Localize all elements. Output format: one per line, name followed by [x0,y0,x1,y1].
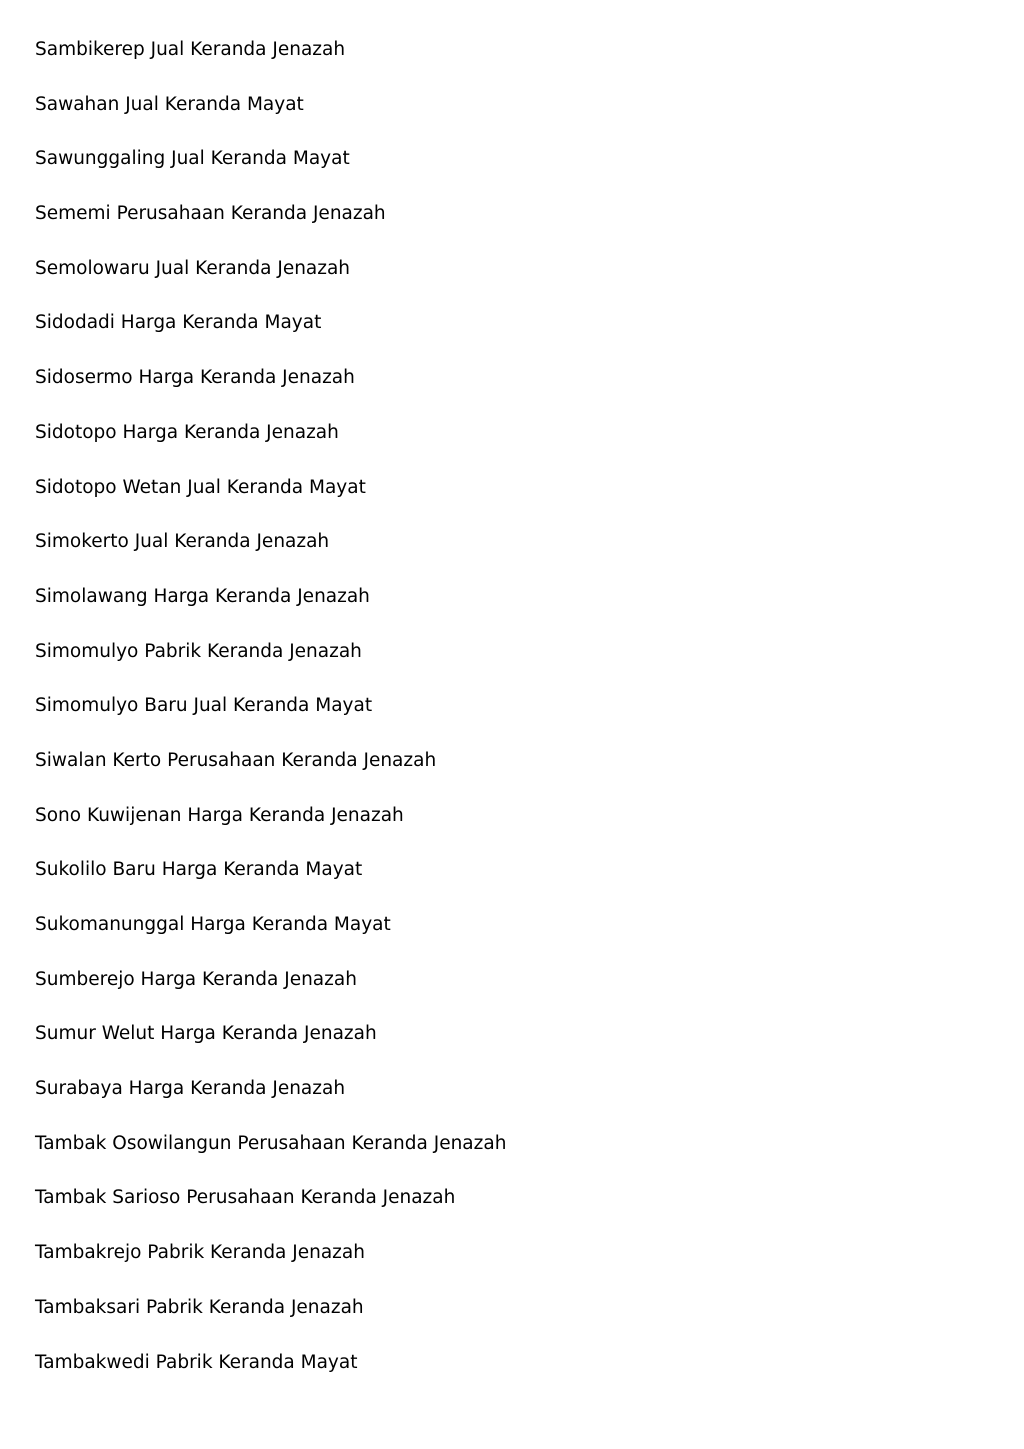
list-item: Surabaya Harga Keranda Jenazah [35,1078,346,1100]
list-item: Sawahan Jual Keranda Mayat [35,93,304,115]
list-item: Sidotopo Harga Keranda Jenazah [35,421,339,443]
list-item: Siwalan Kerto Perusahaan Keranda Jenazah [35,749,437,771]
list-item: Simokerto Jual Keranda Jenazah [35,531,330,553]
list-item: Simomulyo Pabrik Keranda Jenazah [35,640,362,662]
list-item: Sambikerep Jual Keranda Jenazah [35,39,346,60]
list-item: Tambak Sarioso Perusahaan Keranda Jenazah [35,1187,456,1209]
list-item: Sumur Welut Harga Keranda Jenazah [35,1023,377,1045]
list-item: Sidosermo Harga Keranda Jenazah [35,367,355,389]
list-item: Tambakrejo Pabrik Keranda Jenazah [35,1242,365,1264]
list-item: Semolowaru Jual Keranda Jenazah [35,257,351,279]
list-item: Sidotopo Wetan Jual Keranda Mayat [35,476,366,498]
list-item: Sukolilo Baru Harga Keranda Mayat [35,859,363,881]
list-item: Tambak Osowilangun Perusahaan Keranda Jenazah [35,1132,507,1154]
list-item: Sememi Perusahaan Keranda Jenazah [35,203,386,225]
location-list [35,37,506,1404]
list-item: Simolawang Harga Keranda Jenazah [35,585,370,607]
list-item: Tambaksari Pabrik Keranda Jenazah [35,1296,364,1318]
list-item: Sono Kuwijenan Harga Keranda Jenazah [35,804,404,826]
list-item: Sawunggaling Jual Keranda Mayat [35,148,350,170]
list-item: Sidodadi Harga Keranda Mayat [35,312,322,334]
list-item: Tambakwedi Pabrik Keranda Mayat [35,1351,358,1373]
list-item: Sukomanunggal Harga Keranda Mayat [35,914,391,935]
list-item: Simomulyo Baru Jual Keranda Mayat [35,695,373,717]
list-item: Sumberejo Harga Keranda Jenazah [35,968,357,990]
